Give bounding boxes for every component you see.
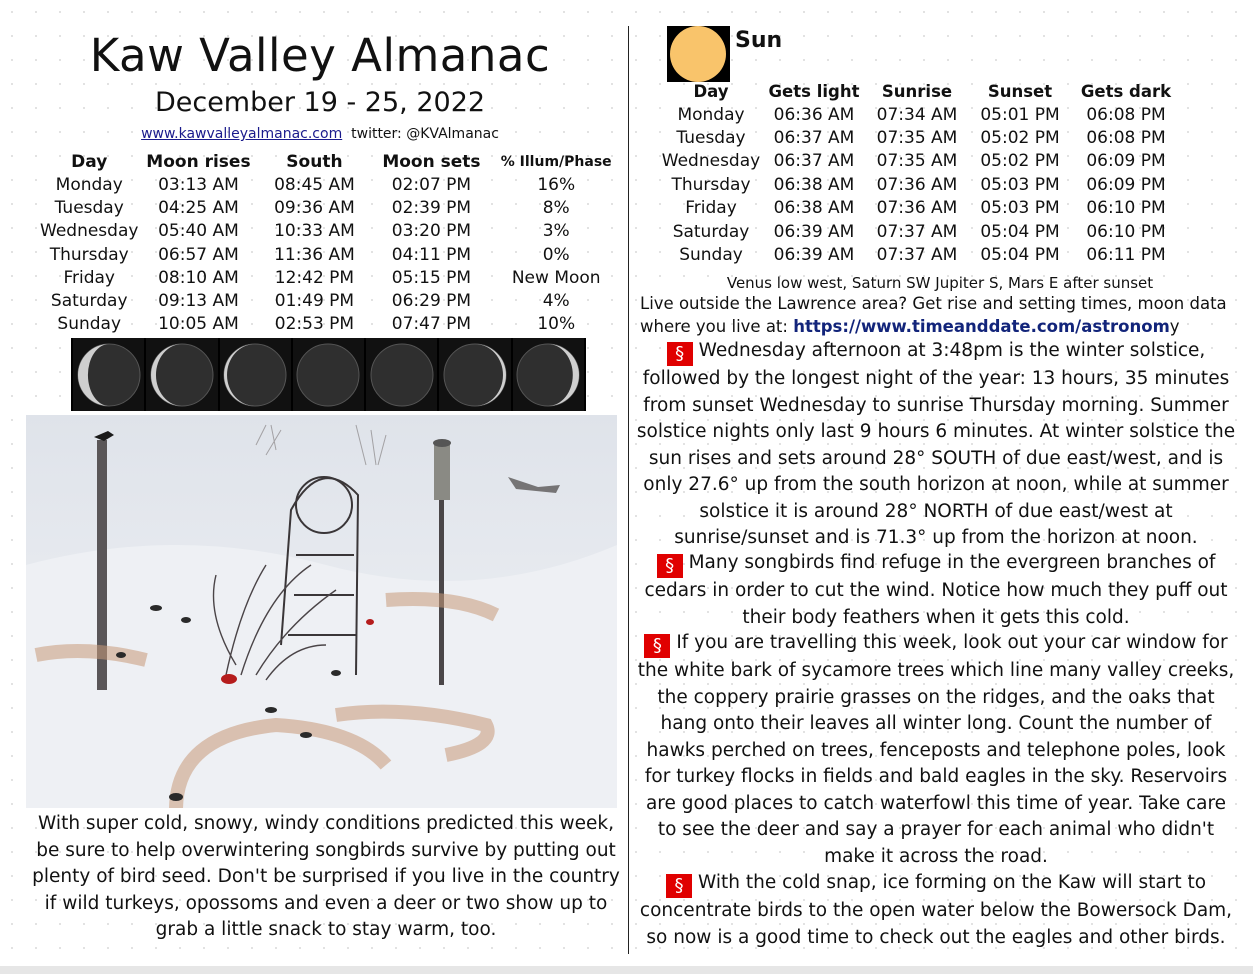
section-marker-icon: § (666, 874, 692, 898)
moon-col-illum: % Illum/Phase (500, 153, 612, 170)
moon-col-day: Day (71, 151, 108, 172)
sun-cell-gets-light: 06:39 AM (773, 221, 855, 242)
moon-cell-south: 12:42 PM (274, 267, 355, 288)
moon-cell-illum: 0% (542, 244, 570, 265)
moon-phase-icon (293, 338, 364, 411)
sun-cell-gets-light: 06:38 AM (773, 198, 855, 219)
section-marker-icon: § (667, 342, 693, 366)
sun-cell-sunset: 05:03 PM (980, 198, 1060, 219)
moon-phase-icon (73, 338, 144, 411)
moon-row (40, 196, 620, 219)
sun-table (660, 80, 1180, 267)
sun-cell-gets-light: 06:37 AM (773, 151, 855, 172)
moon-cell-rises: 10:05 AM (158, 314, 239, 335)
sun-cell-sunrise: 07:35 AM (876, 151, 958, 172)
sun-icon (667, 26, 730, 82)
moon-phase-strip (71, 338, 586, 411)
outside-area-note (640, 292, 1240, 338)
moon-row (40, 313, 620, 336)
paragraph-songbirds (636, 550, 1236, 631)
sun-cell-sunrise: 07:35 AM (876, 128, 958, 149)
moon-cell-day: Monday (55, 174, 123, 195)
moon-cell-sets: 02:39 PM (391, 197, 472, 218)
sun-cell-day: Saturday (672, 221, 750, 242)
sun-cell-sunset: 05:02 PM (980, 151, 1060, 172)
moon-phase-icon (220, 338, 291, 411)
moon-cell-south: 02:53 PM (274, 314, 355, 335)
sun-cell-gets-light: 06:37 AM (773, 128, 855, 149)
sun-cell-gets-dark: 06:08 PM (1086, 104, 1166, 125)
sun-row (660, 220, 1180, 243)
timeanddate-link-tail: y (1169, 317, 1180, 336)
moon-row (40, 173, 620, 196)
twitter-handle: twitter: @KVAlmanac (351, 126, 499, 142)
sun-cell-day: Wednesday (661, 151, 761, 172)
sun-cell-gets-dark: 06:10 PM (1086, 221, 1166, 242)
sun-cell-sunrise: 07:37 AM (876, 245, 958, 266)
sun-cell-sunset: 05:04 PM (980, 245, 1060, 266)
moon-cell-south: 09:36 AM (274, 197, 355, 218)
moon-cell-sets: 06:29 PM (391, 291, 472, 312)
moon-cell-rises: 03:13 AM (158, 174, 239, 195)
sun-heading: Sun (735, 28, 783, 53)
sun-cell-gets-dark: 06:11 PM (1086, 245, 1166, 266)
snowy-backyard-photo (26, 415, 617, 808)
moon-cell-south: 11:36 AM (274, 244, 355, 265)
moon-row (40, 220, 620, 243)
paragraph-cold-snap (636, 870, 1236, 951)
moon-cell-sets: 07:47 PM (391, 314, 472, 335)
sun-cell-sunset: 05:02 PM (980, 128, 1060, 149)
moon-cell-south: 10:33 AM (274, 221, 355, 242)
moon-cell-rises: 08:10 AM (158, 267, 239, 288)
moon-phase-icon (146, 338, 217, 411)
sun-row (660, 243, 1180, 266)
sun-cell-sunrise: 07:37 AM (876, 221, 958, 242)
sun-cell-sunset: 05:03 PM (980, 174, 1060, 195)
moon-cell-illum: 4% (542, 291, 570, 312)
sun-cell-gets-dark: 06:10 PM (1086, 198, 1166, 219)
moon-cell-illum: 8% (542, 197, 570, 218)
paragraph-text: If you are travelling this week, look out your car window for the white bark of sycamore trees which line many valley creeks, the coppery prairie grasses on the ridges, and the oaks that hang onto their leaves all winter long. Count the number of hawks perched on trees, fenceposts and telephone poles, look for turkey flocks in fields and bald eagles in the sky. Reservoirs are good places to catch waterfowl this time of year. Take care to see the deer and say a prayer for each animal who didn't make it across the road. (637, 632, 1235, 867)
sun-cell-sunset: 05:01 PM (980, 104, 1060, 125)
sun-cell-gets-light: 06:38 AM (773, 174, 855, 195)
moon-cell-rises: 09:13 AM (158, 291, 239, 312)
sun-cell-day: Tuesday (676, 128, 746, 149)
sun-cell-gets-dark: 06:09 PM (1086, 151, 1166, 172)
photo-caption: With super cold, snowy, windy conditions predicted this week, be sure to help overwintering songbirds survive by putting out plenty of bird seed. Don't be surprised if you live in the country if wild turkeys, opossoms and even a deer or two show up to grab a little snack to stay warm, too. (32, 813, 620, 940)
moon-cell-day: Friday (63, 267, 115, 288)
sun-col-sunset: Sunset (987, 82, 1053, 101)
moon-cell-south: 01:49 PM (274, 291, 355, 312)
sun-cell-sunrise: 07:36 AM (876, 198, 958, 219)
sun-col-day: Day (693, 82, 729, 101)
moon-phase-icon (366, 338, 437, 411)
section-marker-icon: § (644, 634, 670, 658)
paragraph-text: With the cold snap, ice forming on the Kaw will start to concentrate birds to the open water below the Bowersock Dam, so now is a good time to check out the eagles and other birds. (639, 872, 1233, 948)
page-title: Kaw Valley Almanac (89, 29, 551, 82)
moon-cell-sets: 04:11 PM (391, 244, 472, 265)
sun-cell-sunrise: 07:34 AM (876, 104, 958, 125)
sun-cell-day: Monday (677, 104, 745, 125)
moon-cell-south: 08:45 AM (274, 174, 355, 195)
page-bottom-edge (0, 966, 1253, 974)
moon-cell-day: Thursday (49, 244, 129, 265)
moon-phase-icon (513, 338, 584, 411)
outside-text: Live outside the Lawrence area? Get rise and setting times, moon data where you live at: (640, 294, 1227, 336)
moon-cell-illum: New Moon (511, 267, 601, 288)
sun-cell-sunset: 05:04 PM (980, 221, 1060, 242)
moon-cell-sets: 03:20 PM (391, 221, 472, 242)
paragraph-text: Many songbirds find refuge in the evergreen branches of cedars in order to cut the wind. Notice how much they puff out their body feathers when it gets this cold. (644, 552, 1228, 628)
moon-cell-illum: 16% (537, 174, 576, 195)
sun-cell-day: Sunday (679, 245, 743, 266)
moon-row (40, 289, 620, 312)
sun-row (660, 103, 1180, 126)
sun-row (660, 173, 1180, 196)
moon-cell-sets: 05:15 PM (391, 267, 472, 288)
moon-row (40, 266, 620, 289)
sun-cell-gets-dark: 06:09 PM (1086, 174, 1166, 195)
website-link[interactable]: www.kawvalleyalmanac.com (141, 126, 343, 142)
timeanddate-link[interactable]: https://www.timeanddate.com/astronom (793, 317, 1170, 336)
column-divider (628, 26, 629, 954)
sun-row (660, 150, 1180, 173)
paragraph-travelling (636, 630, 1236, 870)
sun-cell-sunrise: 07:36 AM (876, 174, 958, 195)
moon-cell-rises: 04:25 AM (158, 197, 239, 218)
moon-phase-icon (439, 338, 510, 411)
moon-cell-sets: 02:07 PM (391, 174, 472, 195)
sun-cell-gets-dark: 06:08 PM (1086, 128, 1166, 149)
moon-cell-day: Saturday (50, 291, 128, 312)
date-range: December 19 - 25, 2022 (154, 87, 486, 118)
sun-table-header (660, 80, 1180, 103)
sun-col-gets-dark: Gets dark (1080, 82, 1172, 101)
sun-cell-day: Thursday (671, 174, 751, 195)
moon-table (40, 150, 620, 336)
sun-cell-day: Friday (685, 198, 737, 219)
planets-note: Venus low west, Saturn SW Jupiter S, Mars E after sunset (726, 274, 1154, 292)
section-marker-icon: § (657, 554, 683, 578)
moon-col-sets: Moon sets (382, 151, 481, 172)
moon-col-south: South (286, 151, 343, 172)
moon-cell-day: Tuesday (54, 197, 124, 218)
moon-table-header (40, 150, 620, 173)
sun-cell-gets-light: 06:36 AM (773, 104, 855, 125)
links-line (20, 124, 620, 144)
sun-row (660, 126, 1180, 149)
moon-col-rises: Moon rises (146, 151, 251, 172)
moon-cell-rises: 06:57 AM (158, 244, 239, 265)
sun-col-sunrise: Sunrise (881, 82, 953, 101)
sun-row (660, 197, 1180, 220)
paragraph-solstice (636, 338, 1236, 552)
moon-cell-day: Wednesday (40, 221, 139, 242)
moon-cell-day: Sunday (57, 314, 122, 335)
moon-cell-illum: 3% (542, 221, 570, 242)
sun-col-gets-light: Gets light (768, 82, 860, 101)
moon-cell-rises: 05:40 AM (158, 221, 239, 242)
paragraph-text: Wednesday afternoon at 3:48pm is the winter solstice, followed by the longest night of the year: 13 hours, 35 minutes from sunset Wednesday to sunrise Thursday morning. Summer solstice nights only last 9 hours 6 minutes. At winter solstice the sun rises and sets around 28° SOUTH of due east/west, and is only 27.6° up from the south horizon at noon, while at summer solstice it is around 28° NORTH of due east/west at sunrise/sunset and is 71.3° up from the horizon at noon. (636, 340, 1236, 548)
sun-cell-gets-light: 06:39 AM (773, 245, 855, 266)
moon-cell-illum: 10% (537, 314, 576, 335)
moon-row (40, 243, 620, 266)
